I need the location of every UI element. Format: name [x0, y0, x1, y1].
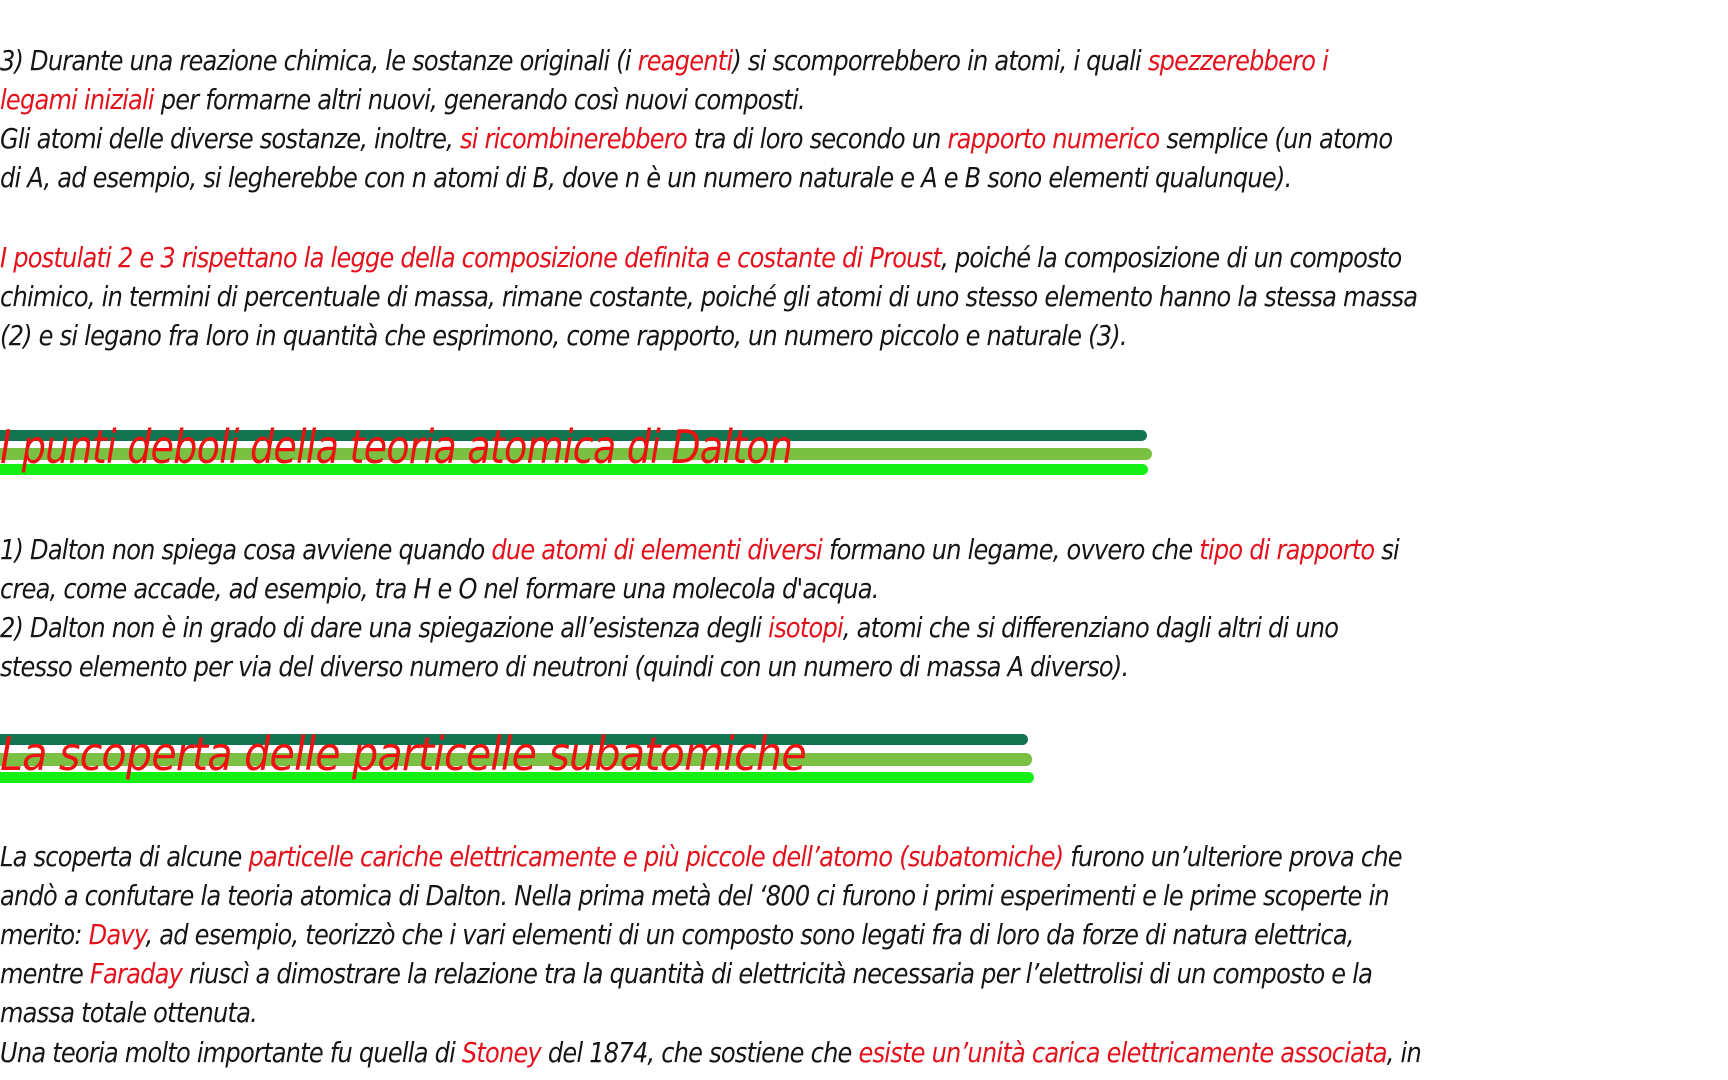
section-heading: [0, 420, 1160, 478]
text-span: mentre: [0, 957, 90, 990]
text-span: , in: [1386, 1036, 1421, 1069]
text-span: 3) Durante una reazione chimica, le sostanze originali (i: [0, 44, 638, 77]
highlight-term: I postulati 2 e 3 rispettano la legge della composizione definita e costante di Proust: [0, 241, 942, 274]
highlight-term: si ricombinerebbero: [459, 122, 687, 155]
paragraph-line: [0, 572, 879, 606]
text-span: , atomi che si differenziano dagli altri di uno: [842, 611, 1339, 644]
text-span: semplice (un atomo: [1159, 122, 1393, 155]
text-span: Una teoria molto importante fu quella di: [0, 1036, 462, 1069]
highlight-term: tipo di rapporto: [1199, 533, 1375, 566]
text-span: tra di loro secondo un: [686, 122, 948, 155]
text-span: si: [1374, 533, 1399, 566]
text-span: , ad esempio, teorizzò che i vari elementi di un composto sono legati fra di loro da forze di natura elettrica,: [145, 918, 1354, 951]
paragraph-line: [0, 957, 1372, 991]
text-span: La scoperta di alcune: [0, 840, 249, 873]
text-span: formano un legame, ovvero che: [822, 533, 1200, 566]
highlight-term: isotopi: [768, 611, 843, 644]
text-span: furono un’ulteriore prova che: [1063, 840, 1402, 873]
paragraph-line: [0, 280, 1417, 314]
heading-title: I punti deboli della teoria atomica di Dalton: [0, 420, 793, 474]
text-span: per formarne altri nuovi, generando così nuovi composti.: [153, 83, 805, 116]
section-heading: [0, 727, 1040, 787]
text-span: , poiché la composizione di un composto: [941, 241, 1402, 274]
text-span: merito:: [0, 918, 89, 951]
text-span: stesso elemento per via del diverso numero di neutroni (quindi con un numero di massa A diverso).: [0, 650, 1129, 683]
highlight-term: spezzerebbero i: [1147, 44, 1329, 77]
text-span: ) si scomporrebbero in atomi, i quali: [732, 44, 1148, 77]
text-span: di A, ad esempio, si legherebbe con n atomi di B, dove n è un numero naturale e A e B sono elementi qualunque).: [0, 161, 1292, 194]
text-span: del 1874, che sostiene che: [541, 1036, 859, 1069]
text-span: 1) Dalton non spiega cosa avviene quando: [0, 533, 492, 566]
text-span: chimico, in termini di percentuale di massa, rimane costante, poiché gli atomi di uno stesso elemento hanno la stessa massa: [0, 280, 1418, 313]
paragraph-line: [0, 1036, 1421, 1070]
text-span: crea, come accade, ad esempio, tra H e O nel formare una molecola d'acqua.: [0, 572, 879, 605]
heading-title: La scoperta delle particelle subatomiche: [0, 727, 806, 781]
text-span: riuscì a dimostrare la relazione tra la quantità di elettricità necessaria per l’elettrolisi di un composto e la: [182, 957, 1373, 990]
highlight-term: rapporto numerico: [947, 122, 1160, 155]
highlight-term: due atomi di elementi diversi: [491, 533, 823, 566]
paragraph-line: [0, 611, 1338, 645]
paragraph-line: [0, 840, 1402, 874]
paragraph-line: [0, 44, 1328, 78]
paragraph-line: [0, 650, 1128, 684]
paragraph-line: [0, 918, 1354, 952]
paragraph-line: [0, 319, 1127, 353]
highlight-term: reagenti: [637, 44, 733, 77]
highlight-term: particelle cariche elettricamente e più piccole dell’atomo (subatomiche): [248, 840, 1064, 873]
highlight-term: legami iniziali: [0, 83, 154, 116]
paragraph-line: [0, 161, 1291, 195]
paragraph-line: [0, 83, 805, 117]
text-span: Gli atomi delle diverse sostanze, inoltre,: [0, 122, 460, 155]
highlight-term: Faraday: [89, 957, 183, 990]
highlight-term: esiste un’unità carica elettricamente associata: [858, 1036, 1387, 1069]
paragraph-line: [0, 879, 1389, 913]
text-span: massa totale ottenuta.: [0, 996, 258, 1029]
paragraph-line: [0, 122, 1392, 156]
text-span: andò a confutare la teoria atomica di Dalton. Nella prima metà del ‘800 ci furono i primi esperimenti e le prime scoperte in: [0, 879, 1389, 912]
highlight-term: Stoney: [461, 1036, 542, 1069]
highlight-term: Davy: [88, 918, 146, 951]
text-span: (2) e si legano fra loro in quantità che esprimono, come rapporto, un numero piccolo e naturale (3).: [0, 319, 1127, 352]
paragraph-line: [0, 241, 1401, 275]
paragraph-line: [0, 996, 257, 1030]
paragraph-line: [0, 533, 1399, 567]
text-span: 2) Dalton non è in grado di dare una spiegazione all’esistenza degli: [0, 611, 769, 644]
